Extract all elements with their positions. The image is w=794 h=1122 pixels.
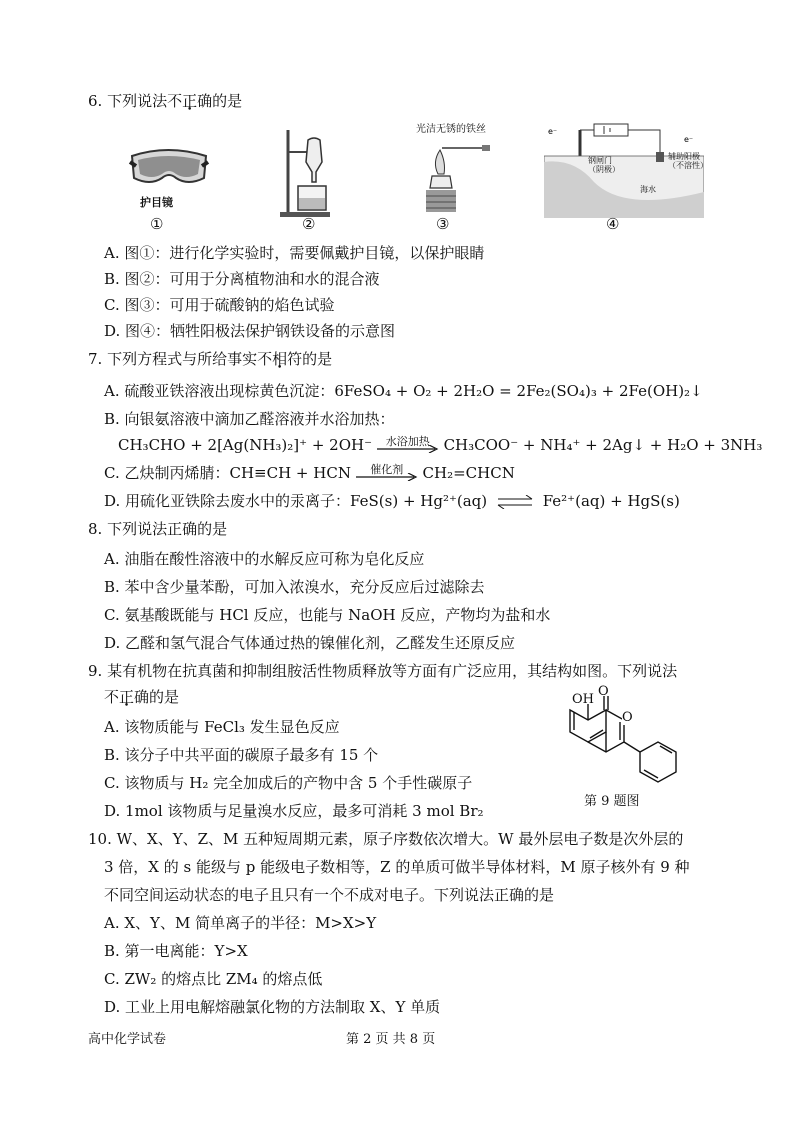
- q7-option-d: [104, 490, 680, 512]
- q10-option-a: A. X、Y、M 简单离子的半径：M>X>Y: [104, 914, 377, 932]
- q6-stem-pre: 6. 下列说法: [88, 92, 168, 110]
- separatory-funnel-figure: [278, 126, 338, 222]
- q7-b-arrow: [377, 437, 439, 455]
- q10-option-d: D. 工业上用电解熔融氯化物的方法制取 X、Y 单质: [104, 998, 441, 1016]
- fig4-label-gate: 钢闸门 （阴极）: [588, 156, 620, 174]
- q10-option-c: C. ZW₂ 的熔点比 ZM₄ 的熔点低: [104, 970, 323, 988]
- q7-c-right: CH₂=CHCN: [422, 464, 515, 482]
- iron-wire-label: 光洁无锈的铁丝: [416, 124, 486, 135]
- q7-c-condition: 催化剂: [370, 463, 404, 476]
- q9-stem-post: 的是: [149, 688, 180, 706]
- q6-stem: [88, 90, 242, 112]
- q8-option-c: C. 氨基酸既能与 HCl 反应，也能与 NaOH 反应，产物均为盐和水: [104, 606, 551, 624]
- q7-c-arrow: [356, 465, 418, 483]
- q6-option-d: D. 图④：牺牲阳极法保护钢铁设备的示意图: [104, 322, 396, 340]
- q9-option-a: A. 该物质能与 FeCl₃ 发生显色反应: [104, 718, 340, 736]
- q7-option-a: A. 硫酸亚铁溶液出现棕黄色沉淀：6FeSO₄ + O₂ + 2H₂O = 2Fe₂(SO₄)₃ + 2Fe(OH)₂↓: [104, 382, 703, 400]
- fig4-label-seawater: 海水: [640, 185, 656, 194]
- fig-num-3: ③: [436, 215, 450, 233]
- fig-num-4: ④: [606, 215, 620, 233]
- q7-stem: [88, 348, 332, 370]
- q9-stem-line1: 9. 某有机物在抗真菌和抑制组胺活性物质释放等方面有广泛应用，其结构如图。下列说法: [88, 662, 678, 680]
- q8-stem: 8. 下列说法正确的是: [88, 520, 228, 538]
- q9-stem-line2: [104, 686, 179, 708]
- q9-option-b: B. 该分子中共平面的碳原子最多有 15 个: [104, 746, 379, 764]
- q7-stem-post: 的是: [302, 350, 333, 368]
- q9-oh-label: OH: [572, 692, 594, 707]
- q9-o1-label: O: [598, 684, 609, 699]
- svg-text:e⁻: e⁻: [684, 135, 694, 144]
- q6-option-a: A. 图①：进行化学实验时，需要佩戴护目镜，以保护眼睛: [104, 244, 485, 262]
- q6-stem-emph: 不正确: [167, 92, 213, 110]
- q7-option-b-equation: [118, 434, 762, 456]
- footer-page-number: 第 2 页 共 8 页: [346, 1032, 436, 1047]
- q6-figures: [100, 120, 720, 230]
- q6-option-c: C. 图③：可用于硫酸钠的焰色试验: [104, 296, 335, 314]
- q7-d-left: D. 用硫化亚铁除去废水中的汞离子：FeS(s) + Hg²⁺(aq): [104, 492, 488, 510]
- q10-stem-line2: 3 倍，X 的 s 能级与 p 能级电子数相等，Z 的单质可做半导体材料，M 原子核外有 9 种: [104, 858, 690, 876]
- q6-option-b: B. 图②：可用于分离植物油和水的混合液: [104, 270, 380, 288]
- q7-d-right: Fe²⁺(aq) + HgS(s): [542, 492, 680, 510]
- footer-title: 高中化学试卷: [88, 1032, 167, 1047]
- q9-option-d: D. 1mol 该物质与足量溴水反应，最多可消耗 3 mol Br₂: [104, 802, 484, 820]
- svg-text:e⁻: e⁻: [548, 127, 558, 136]
- q7-option-c: [104, 462, 515, 484]
- q6-stem-post: 的是: [212, 92, 243, 110]
- q8-option-b: B. 苯中含少量苯酚，可加入浓溴水，充分反应后过滤除去: [104, 578, 485, 596]
- q9-o2-label: O: [622, 710, 633, 725]
- q7-b-left: CH₃CHO + 2[Ag(NH₃)₂]⁺ + 2OH⁻: [118, 436, 373, 454]
- q7-option-b: B. 向银氨溶液中滴加乙醛溶液并水浴加热：: [104, 410, 395, 428]
- goggles-figure: [128, 142, 210, 209]
- q8-option-a: A. 油脂在酸性溶液中的水解反应可称为皂化反应: [104, 550, 425, 568]
- fig-num-2: ②: [302, 215, 316, 233]
- q9-option-c: C. 该物质与 H₂ 完全加成后的产物中含 5 个手性碳原子: [104, 774, 473, 792]
- q9-caption: 第 9 题图: [584, 794, 640, 809]
- q8-option-d: D. 乙醛和氢气混合气体通过热的镍催化剂，乙醛发生还原反应: [104, 634, 516, 652]
- q7-c-left: C. 乙炔制丙烯腈：CH≡CH + HCN: [104, 464, 351, 482]
- goggles-label: 护目镜: [140, 196, 173, 209]
- q10-stem-line1: 10. W、X、Y、Z、M 五种短周期元素，原子序数依次增大。W 最外层电子数是次外层的: [88, 830, 684, 848]
- q10-stem-line3: 不同空间运动状态的电子且只有一个不成对电子。下列说法正确的是: [104, 886, 555, 904]
- fig4-label-anode: 辅助阳极 （不溶性）: [668, 152, 708, 170]
- q10-option-b: B. 第一电离能：Y>X: [104, 942, 248, 960]
- fig-num-1: ①: [150, 215, 164, 233]
- q9-stem-emph: 不正确: [104, 688, 150, 706]
- q7-b-condition: 水浴加热: [385, 435, 430, 448]
- q7-b-right: CH₃COO⁻ + NH₄⁺ + 2Ag↓ + H₂O + 3NH₃: [443, 436, 763, 454]
- equilibrium-arrow-icon: [496, 495, 534, 509]
- q7-stem-emph: 不相符: [257, 350, 303, 368]
- q9-structure-figure: [560, 684, 700, 810]
- cathodic-protection-figure: [544, 122, 708, 222]
- q7-stem-pre: 7. 下列方程式与所给事实: [88, 350, 258, 368]
